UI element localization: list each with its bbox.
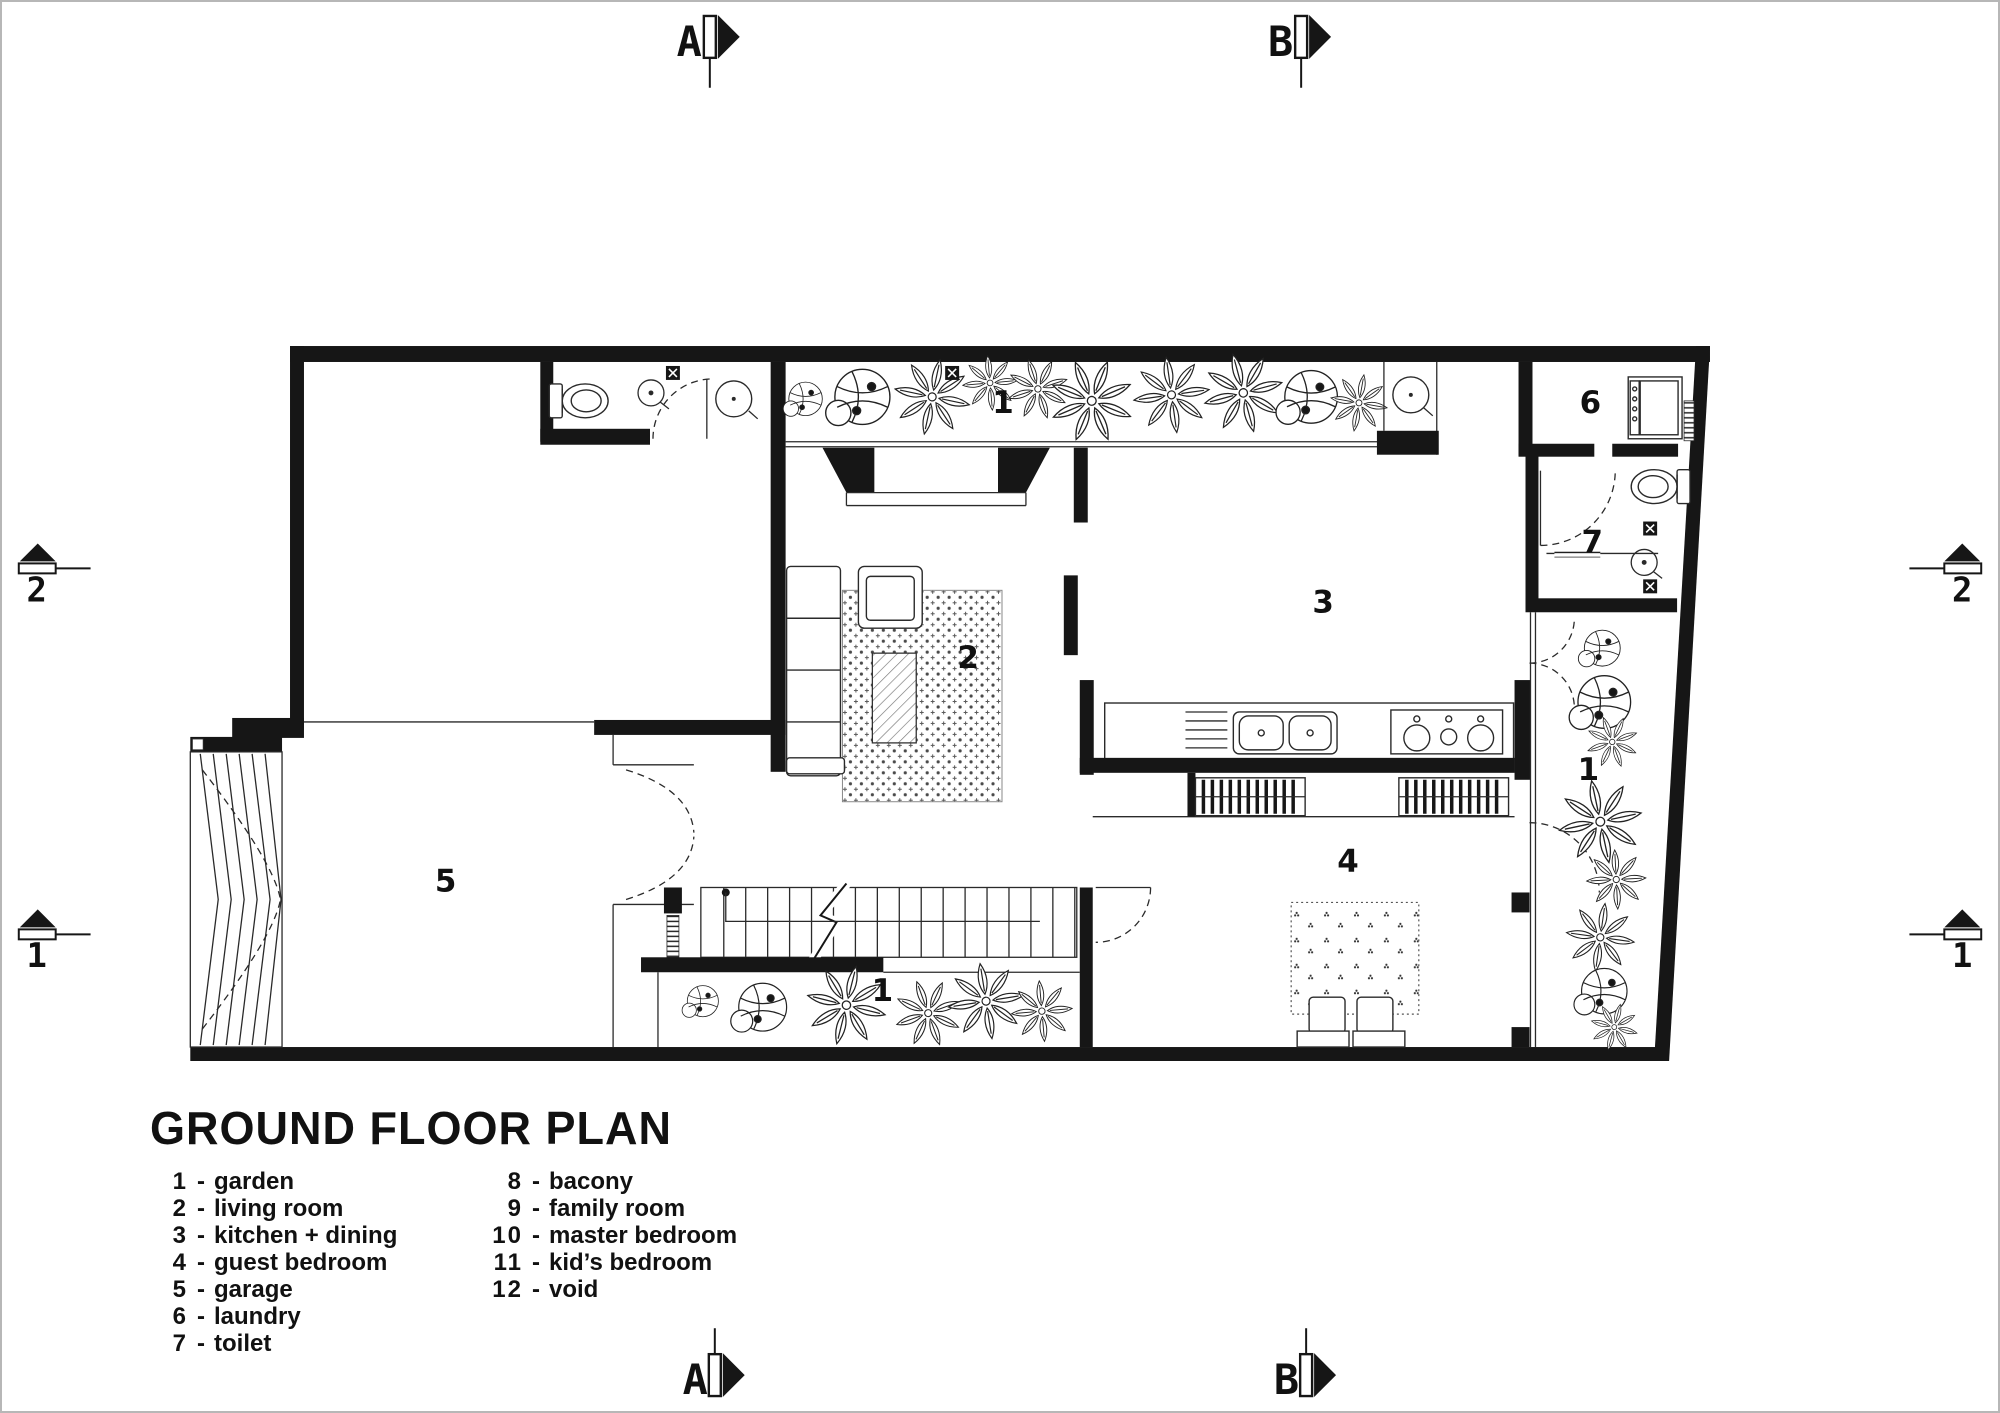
elevation-number-left-lower: 1 [26,936,47,976]
section-marker-b-top [1268,15,1331,88]
legend-label: garden [214,1168,295,1195]
legend-num: 3 [172,1222,188,1249]
section-marker-b-bottom [1274,1328,1336,1404]
elevation-number-left-upper: 2 [26,570,47,610]
room-label-laundry: 6 [1579,384,1602,421]
legend-label: living room [214,1195,344,1222]
legend-column-1 [150,1168,397,1357]
room-label-garden-right: 1 [1577,751,1600,788]
elevation-number-right-upper: 2 [1952,570,1973,610]
legend-sep: - [197,1303,205,1330]
legend-label: garage [214,1276,293,1303]
room-label-garden-bottom: 1 [871,973,894,1010]
legend-item [150,1330,397,1357]
room-label-garden-top: 1 [992,384,1014,421]
guest-bedroom [1291,612,1599,1047]
room-label-guest-bedroom: 4 [1337,843,1359,880]
legend-label: kid’s bedroom [549,1249,713,1276]
kitchen [1080,680,1531,780]
legend-label: family room [549,1195,686,1222]
legend-num: 1 [172,1168,188,1195]
legend-num: 7 [172,1330,188,1357]
legend-num: 4 [172,1249,188,1276]
room-label-living-room: 2 [957,640,979,677]
legend-item [150,1303,397,1330]
plan-title: GROUND FLOOR PLAN [150,1102,672,1155]
laundry-room [1519,362,1695,457]
legend-column-2 [485,1168,737,1303]
legend-sep: - [197,1330,205,1357]
legend-item [485,1249,737,1276]
section-marker-a-top [677,15,740,88]
section-letter-b-bottom: B [1273,1355,1300,1405]
elevation-marker-right-lower [1909,909,1981,975]
louver-band [1093,773,1515,817]
legend-num: 9 [507,1195,523,1222]
stairs [641,883,1151,1047]
room-label-garage: 5 [434,863,457,900]
toilet-room [1526,456,1691,613]
legend-label: void [549,1276,599,1303]
legend-sep: - [197,1276,205,1303]
legend-item [485,1195,737,1222]
legend-num: 10 [492,1222,523,1249]
legend-num: 8 [507,1168,523,1195]
section-letter-b-top: B [1267,16,1294,66]
legend-item [150,1222,397,1249]
section-letter-a-bottom: A [682,1355,708,1405]
legend-num: 5 [172,1276,188,1303]
title-block [150,1102,738,1357]
elevation-number-right-lower: 1 [1952,936,1973,976]
elevation-marker-left-upper [19,543,91,609]
elevation-marker-left-lower [19,909,91,975]
legend-item [150,1249,397,1276]
legend-num: 12 [492,1276,523,1303]
legend-num: 11 [493,1249,523,1276]
legend-label: kitchen + dining [214,1222,398,1249]
legend-item [150,1276,397,1303]
legend-label: bacony [549,1168,634,1195]
legend-label: guest bedroom [214,1249,388,1276]
elevation-marker-right-upper [1909,543,1981,609]
room-label-kitchen-dining: 3 [1312,584,1334,621]
legend-sep: - [197,1168,205,1195]
legend-item [485,1276,737,1303]
legend-item [485,1168,737,1195]
legend-sep: - [532,1222,540,1249]
legend-label: toilet [214,1330,272,1357]
legend-sep: - [197,1222,205,1249]
legend-item [150,1168,397,1195]
legend-item [150,1195,397,1222]
legend-num: 6 [172,1303,188,1330]
legend-sep: - [532,1276,540,1303]
main-entrance [823,448,1050,506]
legend-num: 2 [172,1195,188,1222]
section-letter-a-top: A [676,16,702,66]
room-label-toilet: 7 [1581,524,1604,561]
legend-sep: - [197,1195,205,1222]
garage-ramp [190,752,282,1047]
living-room [787,448,1088,802]
legend-sep: - [532,1168,540,1195]
legend-label: laundry [214,1303,301,1330]
legend-sep: - [197,1249,205,1276]
garden-right [1551,630,1658,1059]
section-marker-a-bottom [683,1328,745,1404]
legend-sep: - [532,1195,540,1222]
legend-item [485,1222,737,1249]
legend-sep: - [532,1249,540,1276]
legend-label: master bedroom [549,1222,738,1249]
bathroom-top-left [540,362,785,772]
